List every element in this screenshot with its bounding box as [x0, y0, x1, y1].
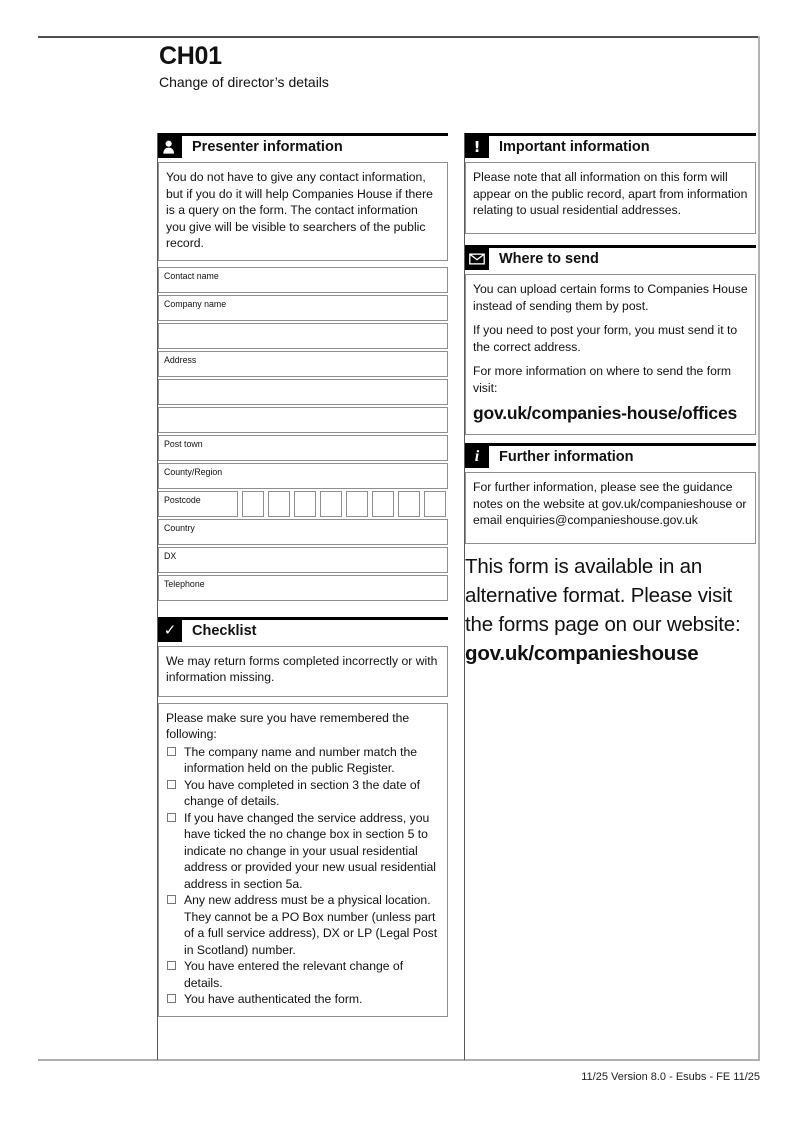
checklist-item-text: You have entered the relevant change of details. [184, 959, 404, 990]
postcode-char-box-2[interactable] [268, 491, 290, 517]
where-to-send-box [465, 274, 756, 435]
postcode-char-box-3[interactable] [294, 491, 316, 517]
address-label: Address [164, 354, 197, 365]
further-info-box [465, 472, 756, 544]
important-info-text: Please note that all information on this form will appear on the public record, apart from information relating to usual residential addresses. [473, 170, 748, 217]
further-info-text: For further information, please see the guidance notes on the website at gov.uk/companieshouse or email enquiries@companieshouse.gov.uk [473, 480, 747, 527]
checkmark-icon: ✓ [158, 620, 182, 642]
checklist-item-text: Any new address must be a physical location. They cannot be a PO Box number (unless part of a full service address), DX or LP (Legal Post in Scotland) number. [184, 893, 438, 957]
telephone-label: Telephone [164, 578, 205, 589]
postcode-char-box-4[interactable] [320, 491, 342, 517]
exclamation-icon: ! [465, 136, 489, 158]
checklist-checkbox-3[interactable] [167, 813, 176, 822]
country-label: Country [164, 522, 195, 533]
checklist-intro-text: Please make sure you have remembered the following: [166, 710, 410, 741]
checklist-item-text: You have authenticated the form. [184, 992, 363, 1006]
page-frame-top [38, 36, 760, 38]
checklist-item-text: You have completed in section 3 the date of change of details. [184, 777, 421, 808]
address-field[interactable] [158, 351, 448, 377]
presenter-section-header [158, 133, 448, 158]
checklist-note-text: We may return forms completed incorrectly or with information missing. [166, 653, 438, 684]
checklist-section-header [158, 617, 448, 642]
company-name-label: Company name [164, 298, 227, 309]
checklist-section-title: Checklist [192, 622, 257, 639]
address-field-line3[interactable] [158, 407, 448, 433]
postcode-char-box-7[interactable] [398, 491, 420, 517]
alternative-format-text: This form is available in an alternative format. Please visit the forms page on our website: [465, 554, 741, 636]
checklist-item-text: The company name and number match the information held on the public Register. [184, 744, 418, 775]
where-to-send-para2: If you need to post your form, you must send it to the correct address. [473, 323, 738, 354]
form-title-block [159, 42, 459, 90]
checklist-checkbox-4[interactable] [167, 895, 176, 904]
checklist-item [166, 810, 440, 893]
page-frame-bottom [38, 1059, 760, 1061]
checklist-checkbox-6[interactable] [167, 994, 176, 1003]
post-town-label: Post town [164, 438, 203, 449]
checklist-item [166, 958, 440, 991]
right-column [465, 133, 756, 669]
checklist-item [166, 777, 440, 810]
contact-name-label: Contact name [164, 270, 219, 281]
where-to-send-para1: You can upload certain forms to Companies House instead of sending them by post. [473, 282, 748, 313]
form-subtitle: Change of director’s details [159, 74, 329, 90]
telephone-field[interactable] [158, 575, 448, 601]
further-info-section-title: Further information [499, 449, 634, 465]
page-frame-right [758, 36, 760, 1061]
company-name-field-line2[interactable] [158, 323, 448, 349]
checklist-note-box [158, 646, 448, 697]
presenter-section-title: Presenter information [192, 139, 343, 155]
postcode-char-box-1[interactable] [242, 491, 264, 517]
postcode-char-box-5[interactable] [346, 491, 368, 517]
dx-field[interactable] [158, 547, 448, 573]
checklist-item [166, 991, 440, 1008]
where-to-send-section-title: Where to send [499, 251, 599, 267]
checklist-item [166, 744, 440, 777]
checklist-checkbox-1[interactable] [167, 747, 176, 756]
presenter-intro-text: You do not have to give any contact information, but if you do it will help Companies House if there is a query on the form. The contact information you give will be visible to searchers of the public record. [166, 170, 433, 250]
presenter-intro-box [158, 162, 448, 261]
offices-link[interactable]: gov.uk/companies-house/offices [473, 403, 738, 423]
dx-label: DX [164, 550, 177, 561]
person-icon [158, 136, 182, 158]
alternative-format-block [465, 552, 756, 669]
county-region-label: County/Region [164, 466, 223, 477]
left-column [158, 133, 448, 1017]
where-to-send-para3: For more information on where to send the form visit: [473, 364, 732, 395]
checklist-checkbox-5[interactable] [167, 961, 176, 970]
presenter-fields [158, 267, 448, 601]
country-field[interactable] [158, 519, 448, 545]
postcode-char-box-6[interactable] [372, 491, 394, 517]
postcode-label: Postcode [164, 494, 201, 505]
checklist-item-text: If you have changed the service address, you have ticked the no change box in section 5 to indicate no change in your usual residential address or provided your new usual residential address in section 5a. [184, 810, 437, 891]
checklist-checkbox-2[interactable] [167, 780, 176, 789]
envelope-icon [465, 248, 489, 270]
address-field-line2[interactable] [158, 379, 448, 405]
contact-name-field[interactable] [158, 267, 448, 293]
postcode-field [158, 491, 448, 517]
post-town-field[interactable] [158, 435, 448, 461]
county-region-field[interactable] [158, 463, 448, 489]
company-name-field[interactable] [158, 295, 448, 321]
important-section-title: Important information [499, 139, 650, 155]
website-link[interactable]: gov.uk/companieshouse [465, 641, 699, 665]
info-icon: i [465, 446, 489, 468]
postcode-char-box-8[interactable] [424, 491, 446, 517]
checklist-items-box [158, 703, 448, 1017]
where-to-send-section-header [465, 245, 756, 270]
important-info-box [465, 162, 756, 234]
checklist-item [166, 892, 440, 958]
postcode-label-box [158, 491, 238, 517]
important-section-header [465, 133, 756, 158]
form-code: CH01 [159, 42, 222, 70]
further-info-section-header [465, 443, 756, 468]
version-footer: 11/25 Version 8.0 - Esubs - FE 11/25 [581, 1071, 760, 1083]
